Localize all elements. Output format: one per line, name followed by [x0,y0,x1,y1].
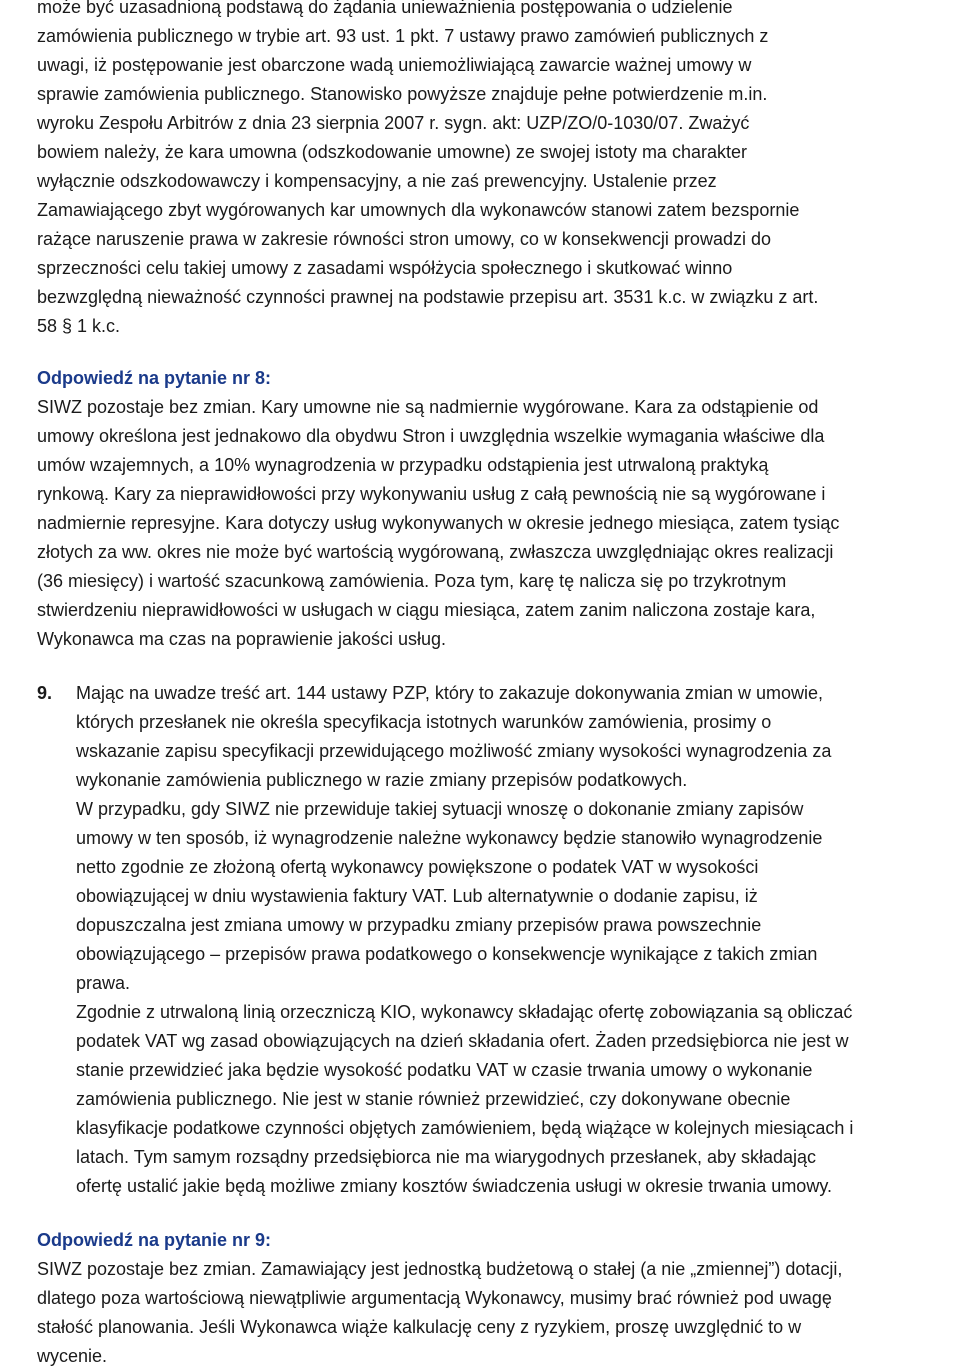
question-9 [37,679,957,1201]
answer-8-paragraph: SIWZ pozostaje bez zmian. Kary umowne nie są nadmiernie wygórowane. Kara za odstąpienie od umowy określona jest jednakowo dla obydwu Stron i uwzględnia wszelkie wymagania właściwe dla umów wzajemnych, a 10% wynagrodzenia w przypadku odstąpienia jest utrwaloną praktyką rynkową. Kary za nieprawidłowości przy wykonywaniu usług z całą pewnością nie są wygórowane i nadmiernie represyjne. Kara dotyczy usług wykonywanych w okresie jednego miesiąca, zatem tysiąc złotych za ww. okres nie może być wartością wygórowaną, zwłaszcza uwzględniając okres realizacji (36 miesięcy) i wartość szacunkową zamówienia. Poza tym, karę tę nalicza się po trzykrotnym stwierdzeniu nieprawidłowości w usługach w ciągu miesiąca, zatem zanim naliczona zostaje kara, Wykonawca ma czas na poprawienie jakości usług. [37,397,840,649]
answer-9-heading: Odpowiedź na pytanie nr 9: [37,1230,272,1250]
question-9-number: 9. [37,683,53,703]
answer-8-heading: Odpowiedź na pytanie nr 8: [37,368,272,388]
question-9-paragraph-3: Zgodnie z utrwaloną linią orzeczniczą KIO, wykonawcy składając ofertę zobowiązania są obliczać podatek VAT wg zasad obowiązujących na dzień składania ofert. Żaden przedsiębiorca nie jest w stanie przewidzieć jaka będzie wysokość podatku VAT w czasie trwania umowy o wykonanie zamówienia publicznego. Nie jest w stanie również przewidzieć, czy dokonywane obecnie klasyfikacje podatkowe czynności objętych zamówieniem, będą wiążące w kolejnych miesiącach i latach. Tym samym rozsądny przedsiębiorca nie ma wiarygodnych przesłanek, aby składając ofertę ustalić jakie będą możliwe zmiany kosztów świadczenia usługi w okresie trwania umowy. [76,1002,854,1196]
question-9-paragraph-2: W przypadku, gdy SIWZ nie przewiduje takiej sytuacji wnoszę o dokonanie zmiany zapisów umowy w ten sposób, iż wynagrodzenie należne wykonawcy będzie stanowiło wynagrodzenie netto zgodnie ze złożoną ofertą wykonawcy powiększone o podatek VAT w wysokości obowiązującej w dniu wystawienia faktury VAT. Lub alternatywnie o dodanie zapisu, iż dopuszczalna jest zmiana umowy w przypadku zmiany przepisów prawa powszechnie obowiązującego – przepisów prawa podatkowego o konsekwencje wynikające z takich zmian prawa. [76,799,823,993]
document-page [37,0,957,1371]
answer-9-paragraph: SIWZ pozostaje bez zmian. Zamawiający jest jednostką budżetową o stałej (a nie „zmiennej”) dotacji, dlatego poza wartościową niewątpliwie argumentacją Wykonawcy, musimy brać również pod uwagę stałość planowania. Jeśli Wykonawca wiąże kalkulację ceny z ryzykiem, proszę uwzględnić to w wycenie. [37,1259,843,1366]
question-9-paragraph-1: Mając na uwadze treść art. 144 ustawy PZP, który to zakazuje dokonywania zmian w umowie, których przesłanek nie określa specyfikacja istotnych warunków zamówienia, prosimy o wskazanie zapisu specyfikacji przewidującego możliwość zmiany wysokości wynagrodzenia za wykonanie zamówienia publicznego w razie zmiany przepisów podatkowych. [76,683,832,790]
intro-paragraph: może być uzasadnioną podstawą do żądania unieważnienia postępowania o udzielenie zamówienia publicznego w trybie art. 93 ust. 1 pkt. 7 ustawy prawo zamówień publicznych z uwagi, iż postępowanie jest obarczone wadą uniemożliwiającą zawarcie ważnej umowy w sprawie zamówienia publicznego. Stanowisko powyższe znajduje pełne potwierdzenie m.in. wyroku Zespołu Arbitrów z dnia 23 sierpnia 2007 r. sygn. akt: UZP/ZO/0-1030/07. Zważyć bowiem należy, że kara umowna (odszkodowanie umowne) ze swojej istoty ma charakter wyłącznie odszkodowawczy i kompensacyjny, a nie zaś prewencyjny. Ustalenie przez Zamawiającego zbyt wygórowanych kar umownych dla wykonawców stanowi zatem bezspornie rażące naruszenie prawa w zakresie równości stron umowy, co w konsekwencji prowadzi do sprzeczności celu takiej umowy z zasadami współżycia społecznego i skutkować winno bezwzględną nieważność czynności prawnej na podstawie przepisu art. 3531 k.c. w związku z art. 58 § 1 k.c. [37,0,819,336]
question-9-body [76,679,957,1201]
